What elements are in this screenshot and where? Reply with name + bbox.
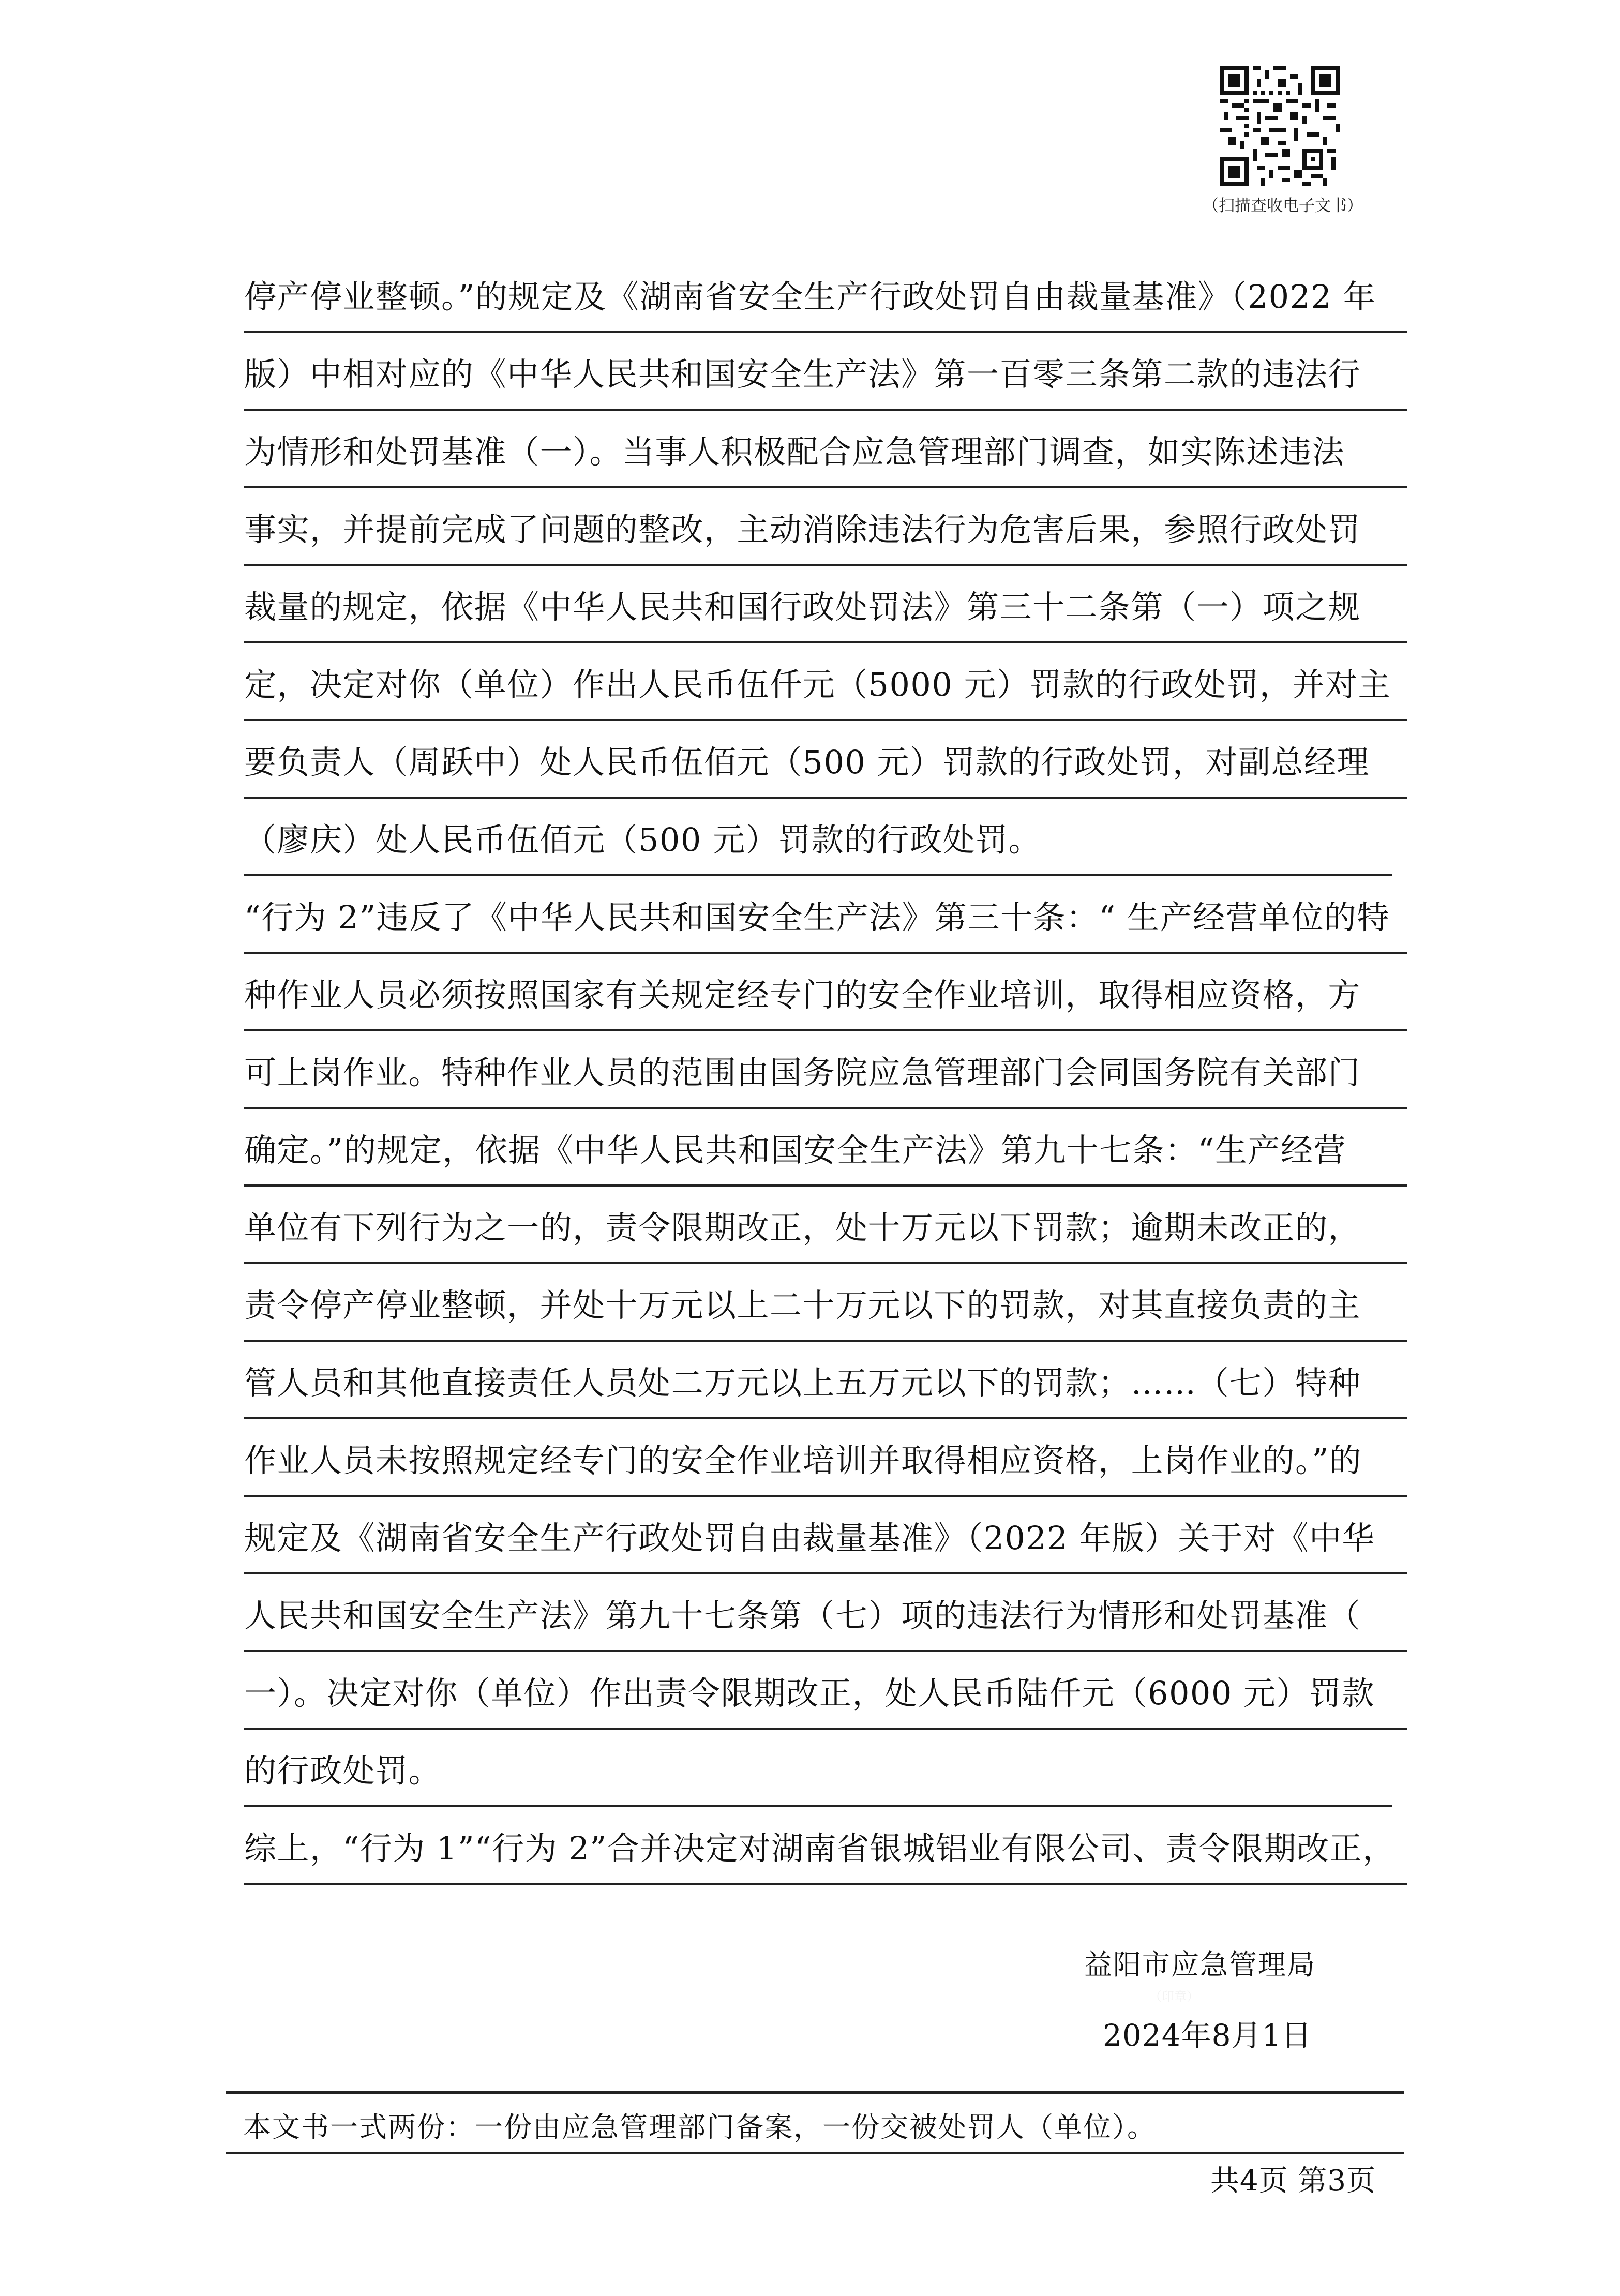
issue-date: 2024年8月1日 bbox=[1103, 2018, 1312, 2053]
body-line: 作业人员未按照规定经专门的安全作业培训并取得相应资格，上岗作业的。”的 bbox=[244, 1427, 1398, 1504]
document-body bbox=[244, 263, 1398, 1892]
body-line: 确定。”的规定，依据《中华人民共和国安全生产法》第九十七条：“生产经营 bbox=[244, 1116, 1398, 1194]
body-line: （廖庆）处人民币伍佰元（500 元）罚款的行政处罚。 bbox=[244, 806, 1398, 883]
page-number: 共4页 第3页 bbox=[1210, 2164, 1376, 2198]
copies-note: 本文书一式两份：一份由应急管理部门备案，一份交被处罚人（单位）。 bbox=[243, 2111, 1156, 2143]
body-line: 事实，并提前完成了问题的整改，主动消除违法行为危害后果，参照行政处罚 bbox=[244, 496, 1398, 573]
body-line: 综上，“行为 1”“行为 2”合并决定对湖南省银城铝业有限公司、责令限期改正， bbox=[244, 1814, 1398, 1892]
body-line: 种作业人员必须按照国家有关规定经专门的安全作业培训，取得相应资格，方 bbox=[244, 961, 1398, 1039]
body-line: 版）中相对应的《中华人民共和国安全生产法》第一百零三条第二款的违法行 bbox=[244, 340, 1398, 418]
body-line: 规定及《湖南省安全生产行政处罚自由裁量基准》（2022 年版）关于对《中华 bbox=[244, 1504, 1398, 1582]
body-line: 的行政处罚。 bbox=[244, 1737, 1398, 1814]
body-line: 停产停业整顿。”的规定及《湖南省安全生产行政处罚自由裁量基准》（2022 年 bbox=[244, 263, 1398, 340]
body-line: 单位有下列行为之一的，责令限期改正，处十万元以下罚款；逾期未改正的， bbox=[244, 1194, 1398, 1271]
footer-divider bbox=[226, 2091, 1404, 2094]
issuing-agency: 益阳市应急管理局 bbox=[1084, 1948, 1316, 1981]
body-line: “行为 2”违反了《中华人民共和国安全生产法》第三十条：“ 生产经营单位的特 bbox=[244, 883, 1398, 961]
body-line: 可上岗作业。特种作业人员的范围由国务院应急管理部门会同国务院有关部门 bbox=[244, 1039, 1398, 1116]
body-line: 人民共和国安全生产法》第九十七条第（七）项的违法行为情形和处罚基准（ bbox=[244, 1582, 1398, 1659]
body-line: 要负责人（周跃中）处人民币伍佰元（500 元）罚款的行政处罚，对副总经理 bbox=[244, 728, 1398, 806]
official-seal: （印章） bbox=[1149, 1989, 1199, 2004]
qr-caption: （扫描查收电子文书） bbox=[1203, 197, 1363, 215]
qr-code-icon bbox=[1220, 66, 1340, 186]
body-line: 一）。决定对你（单位）作出责令限期改正，处人民币陆仟元（6000 元）罚款 bbox=[244, 1659, 1398, 1737]
footer-divider bbox=[226, 2152, 1404, 2154]
body-line: 裁量的规定，依据《中华人民共和国行政处罚法》第三十二条第（一）项之规 bbox=[244, 573, 1398, 651]
body-line: 管人员和其他直接责任人员处二万元以上五万元以下的罚款；……（七）特种 bbox=[244, 1349, 1398, 1427]
body-line: 责令停产停业整顿，并处十万元以上二十万元以下的罚款，对其直接负责的主 bbox=[244, 1271, 1398, 1349]
body-line: 为情形和处罚基准（一）。当事人积极配合应急管理部门调查，如实陈述违法 bbox=[244, 418, 1398, 496]
body-line: 定，决定对你（单位）作出人民币伍仟元（5000 元）罚款的行政处罚，并对主 bbox=[244, 651, 1398, 728]
